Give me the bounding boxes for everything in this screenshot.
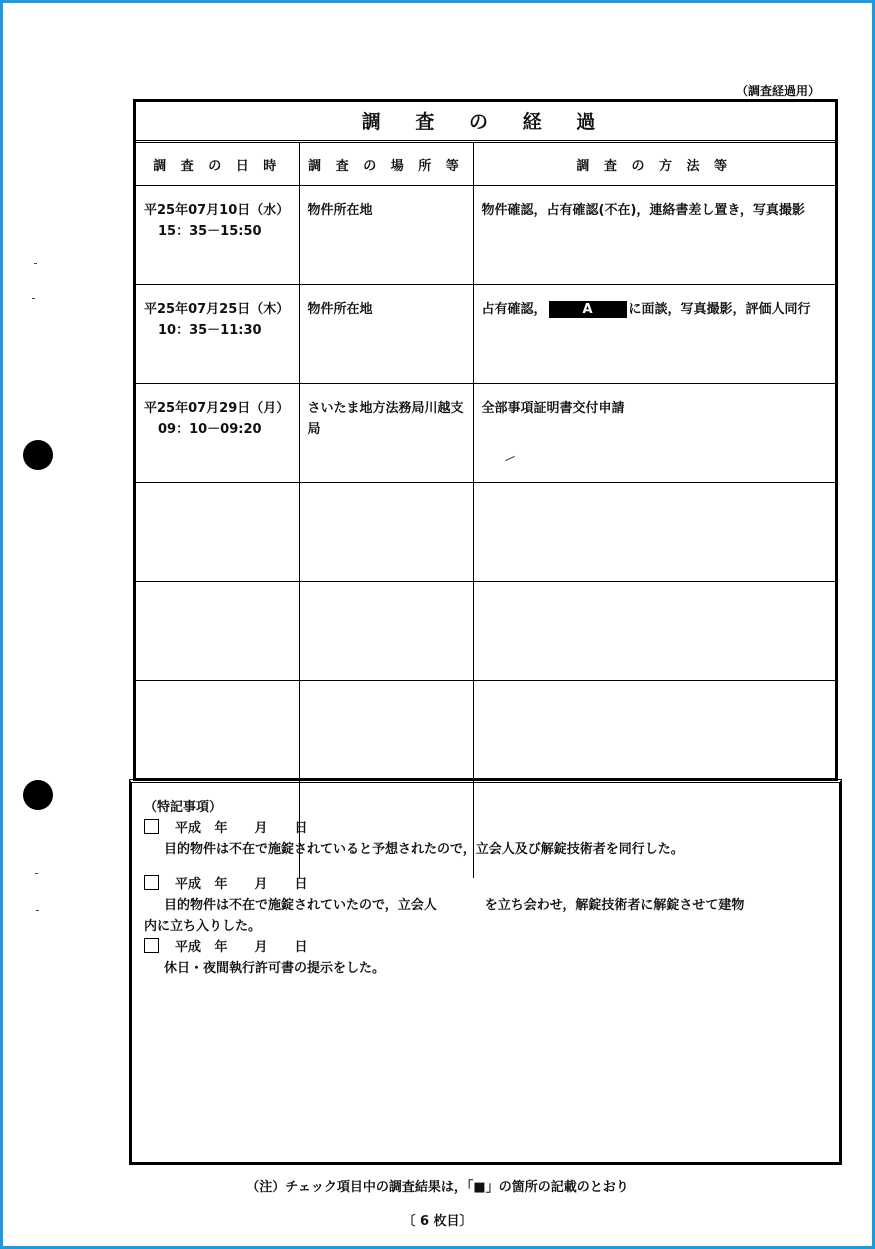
scan-speck: [32, 298, 35, 299]
method-cell: [473, 285, 835, 384]
scan-speck: [35, 873, 38, 874]
checkbox[interactable]: [144, 938, 159, 953]
footer-note: （注）チェック項目中の調査結果は，「■」の箇所の記載のとおり: [246, 1180, 629, 1195]
date-text: 平25年07月29日（月）: [144, 401, 290, 416]
checkbox[interactable]: [144, 819, 159, 834]
method-text: 物件確認，占有確認(不在)，連絡書差し置き，写真撮影: [481, 203, 805, 218]
method-text: 占有確認，: [481, 302, 547, 317]
day-label: 日: [294, 821, 308, 836]
time-text: 15：35－15:50: [158, 224, 262, 239]
method-text-continued: に面談，写真撮影，評価人同行: [628, 302, 811, 317]
era-label: 平成: [175, 940, 202, 955]
method-cell: [473, 384, 835, 483]
datetime-cell: [136, 186, 299, 285]
note-item-text: 休日・夜間執行許可書の提示をした。: [164, 961, 386, 976]
header-method: 調 査 の 方 法 等: [473, 143, 835, 186]
day-label: 日: [294, 877, 308, 892]
header-datetime: 調 査 の 日 時: [136, 143, 299, 186]
place-cell: 物件所在地: [299, 285, 473, 384]
investigation-table-frame: [133, 99, 838, 781]
checkbox[interactable]: [144, 875, 159, 890]
investigation-table: [136, 143, 835, 878]
table-row: [136, 681, 835, 780]
datetime-cell: [136, 285, 299, 384]
month-label: 月: [254, 821, 268, 836]
scan-speck: [36, 910, 39, 911]
notes-heading: （特記事項）: [144, 800, 223, 815]
year-label: 年: [214, 821, 228, 836]
month-label: 月: [254, 940, 268, 955]
punch-hole: [23, 440, 53, 470]
day-label: 日: [294, 940, 308, 955]
form-type-label: （調査経過用）: [735, 84, 820, 98]
table-row: [136, 582, 835, 681]
special-notes-box: [129, 779, 842, 1165]
note-item-text-part: 目的物件は不在で施錠されていたので，立会人: [164, 898, 437, 913]
table-row: [136, 483, 835, 582]
method-cell: [473, 582, 835, 681]
time-text: 10：35－11:30: [158, 323, 262, 338]
method-cell: [473, 483, 835, 582]
note-item-text-part: を立ち会わせ，解錠技術者に解錠させて建物: [484, 898, 745, 913]
datetime-cell: [136, 483, 299, 582]
date-text: 平25年07月10日（水）: [144, 203, 290, 218]
note-item-text: 内に立ち入りした。: [144, 919, 262, 934]
datetime-cell: [136, 681, 299, 780]
page-number: 〔 6 枚目〕: [402, 1214, 473, 1229]
punch-hole: [23, 780, 53, 810]
method-cell: [473, 186, 835, 285]
table-row: [136, 186, 835, 285]
note-item-text: 目的物件は不在で施錠されていると予想されたので，立会人及び解錠技術者を同行した。: [164, 842, 684, 857]
era-label: 平成: [175, 877, 202, 892]
datetime-cell: [136, 384, 299, 483]
header-place: 調 査 の 場 所 等: [299, 143, 473, 186]
place-cell: 物件所在地: [299, 186, 473, 285]
table-row: [136, 285, 835, 384]
year-label: 年: [214, 877, 228, 892]
table-row: [136, 384, 835, 483]
place-cell: [299, 681, 473, 780]
table-title: 調 査 の 経 過: [136, 102, 835, 143]
year-label: 年: [214, 940, 228, 955]
redaction-block: A: [549, 301, 627, 318]
method-text: 全部事項証明書交付申請: [481, 401, 625, 416]
notes-date-line: [144, 874, 829, 895]
time-text: 09：10－09:20: [158, 422, 262, 437]
era-label: 平成: [175, 821, 202, 836]
date-text: 平25年07月25日（木）: [144, 302, 290, 317]
month-label: 月: [254, 877, 268, 892]
method-cell: [473, 681, 835, 780]
place-cell: [299, 483, 473, 582]
notes-date-line: [144, 818, 829, 839]
place-cell: [299, 582, 473, 681]
scan-speck: [34, 263, 37, 264]
notes-date-line: [144, 937, 829, 958]
table-header-row: [136, 143, 835, 186]
place-cell: さいたま地方法務局川越支局: [299, 384, 473, 483]
datetime-cell: [136, 582, 299, 681]
note-item-text: [144, 895, 829, 916]
